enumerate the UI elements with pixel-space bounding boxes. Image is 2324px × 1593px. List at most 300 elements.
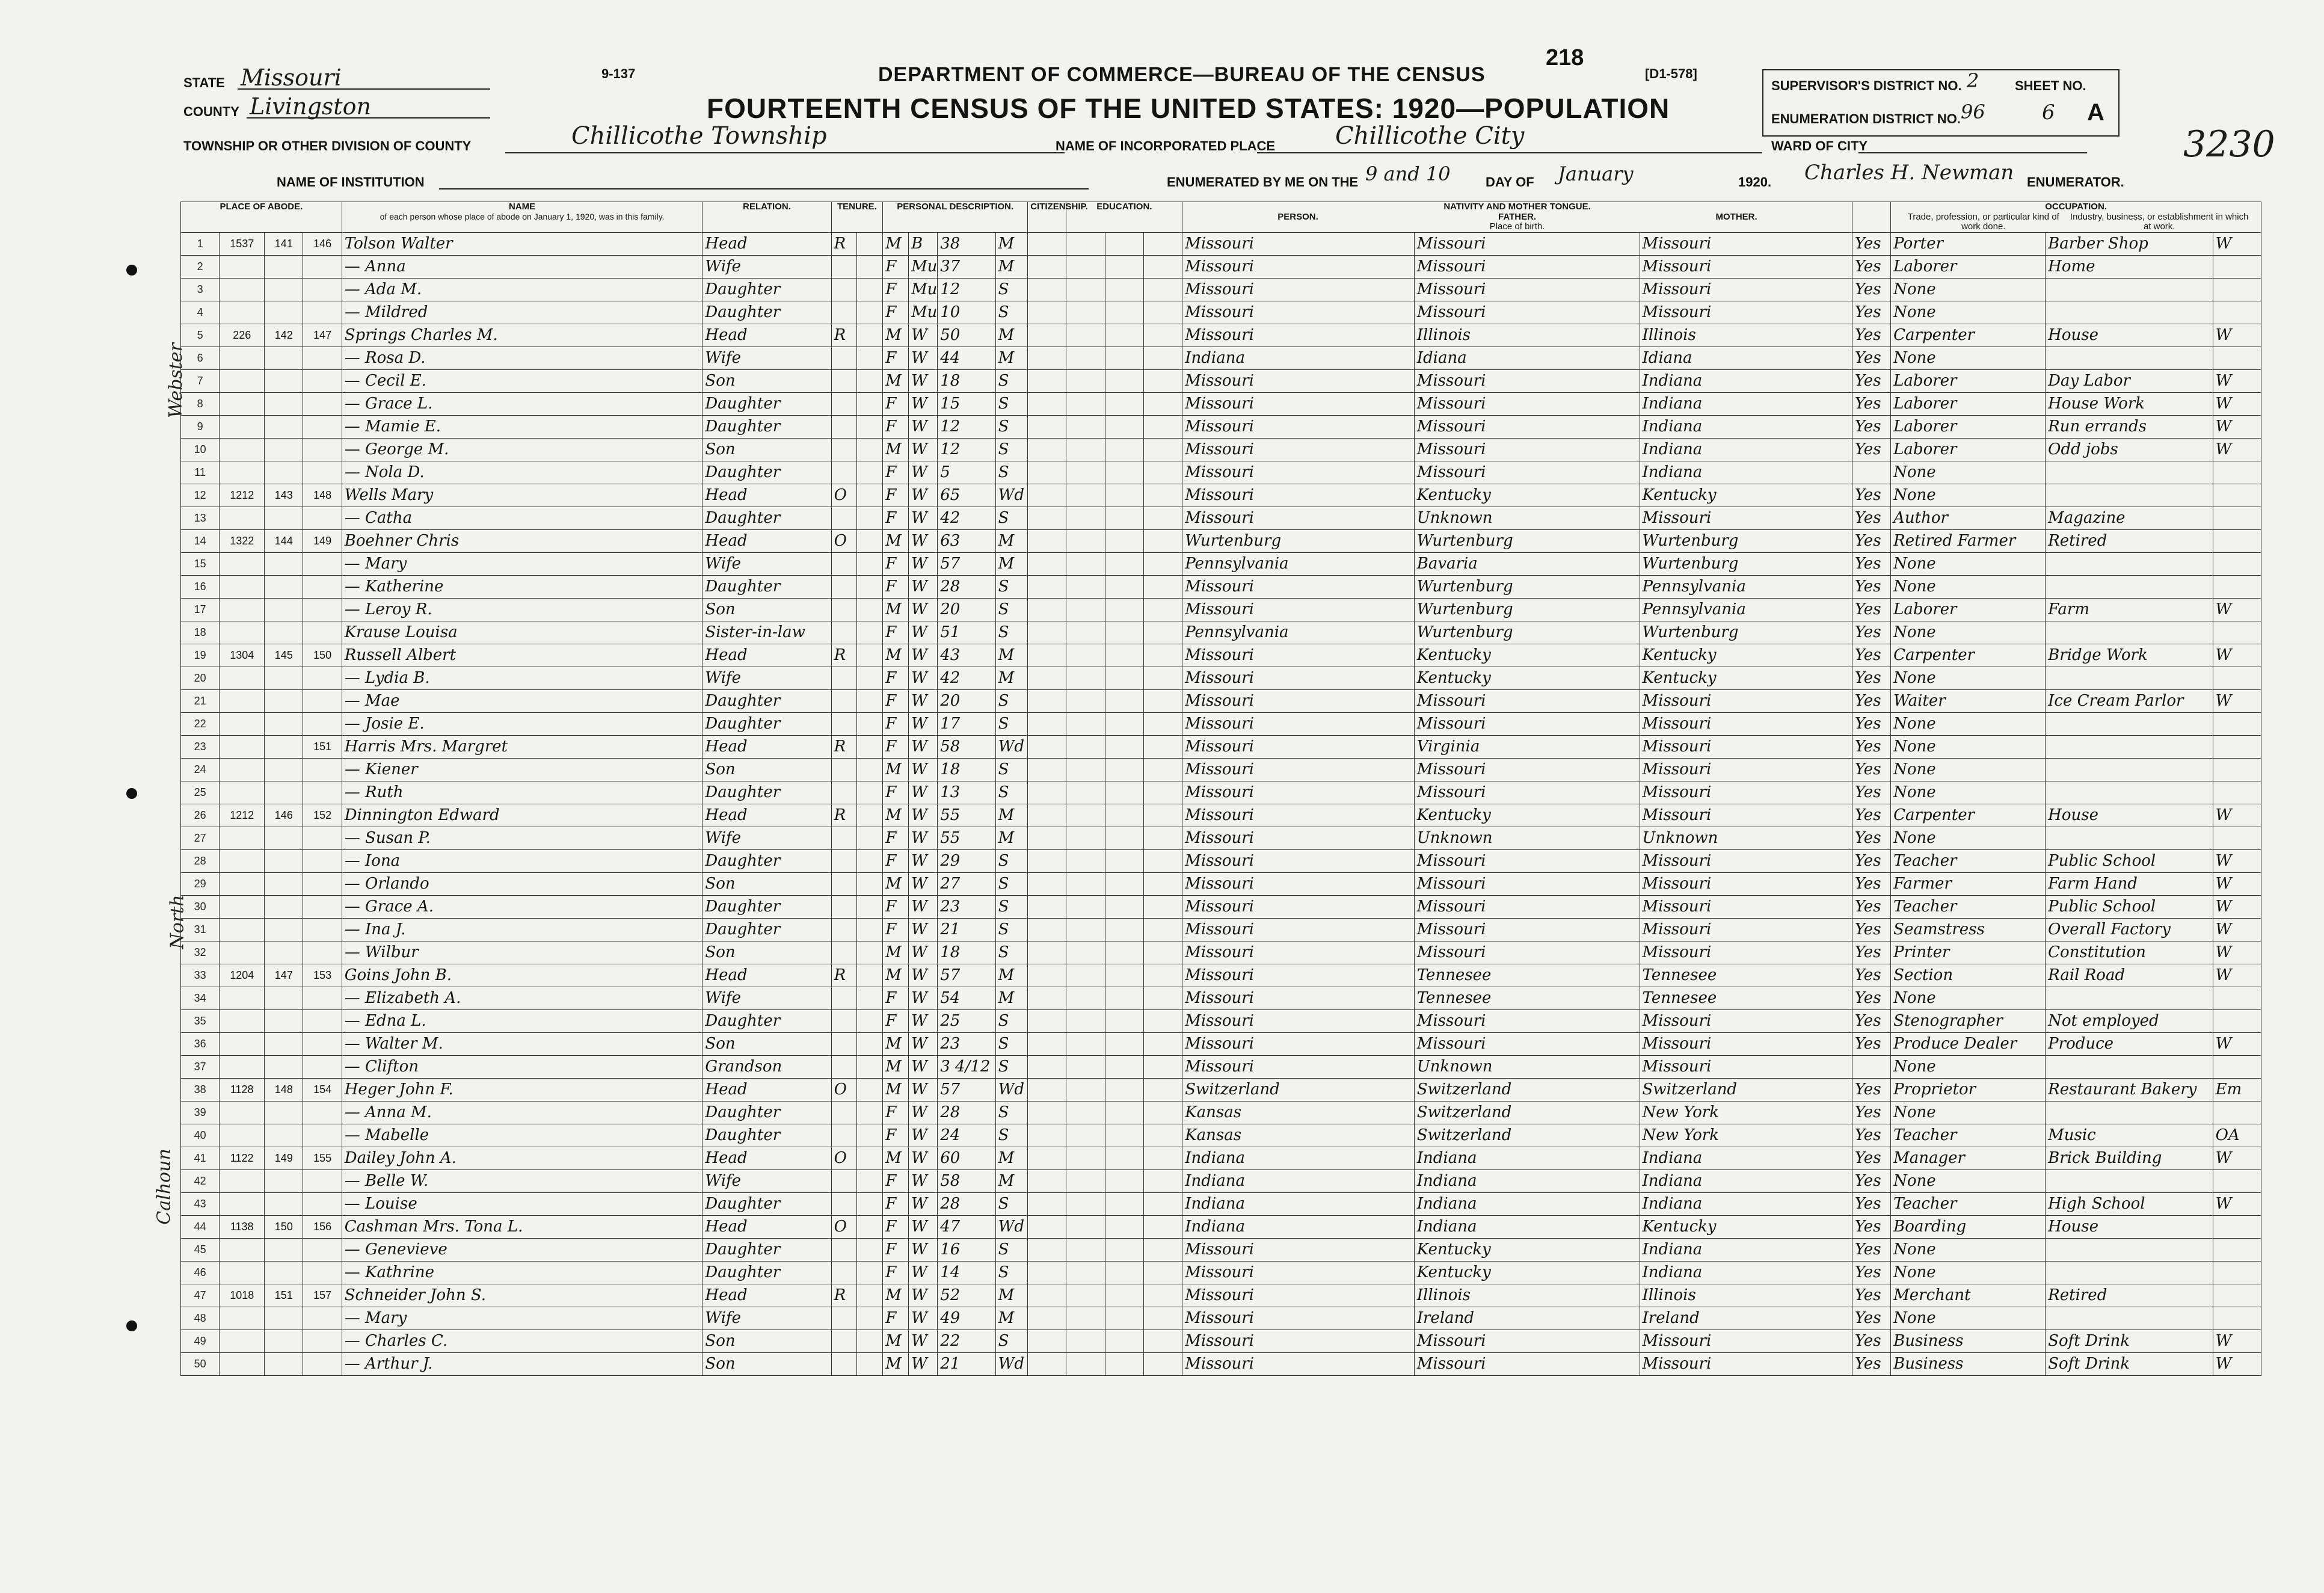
- cell-sex: F: [883, 849, 909, 872]
- cell-ind: House: [2046, 324, 2213, 347]
- cell-mbp: Kentucky: [1640, 667, 1852, 689]
- cell-bp: Switzerland: [1182, 1078, 1415, 1101]
- cell-blank: [1028, 758, 1066, 781]
- cell-fam: [303, 1238, 342, 1261]
- cell-rel: Daughter: [702, 781, 831, 804]
- cell-blank: [1105, 1009, 1143, 1032]
- group-occupation: [1891, 202, 2261, 233]
- cell-blank: [857, 667, 883, 689]
- cell-rel: Wife: [702, 987, 831, 1009]
- group-occupation-label: OCCUPATION.: [2045, 202, 2107, 212]
- cell-fam: 155: [303, 1147, 342, 1169]
- cell-n: 41: [181, 1147, 220, 1169]
- father-label: FATHER.: [1498, 211, 1537, 222]
- cell-age: 38: [938, 232, 995, 255]
- cell-dw: [265, 507, 303, 529]
- cell-cls: [2213, 1261, 2261, 1284]
- cell-dw: [265, 1101, 303, 1124]
- cell-trade: None: [1891, 301, 2046, 324]
- cell-bp: Missouri: [1182, 1352, 1415, 1375]
- cell-sex: M: [883, 324, 909, 347]
- cell-trade: None: [1891, 1101, 2046, 1124]
- cell-house: 1204: [220, 964, 265, 987]
- cell-blank: [1028, 781, 1066, 804]
- cell-blank: [1066, 1009, 1105, 1032]
- cell-blank: [857, 324, 883, 347]
- cell-name: — Anna M.: [342, 1101, 702, 1124]
- cell-mbp: Missouri: [1640, 278, 1852, 301]
- cell-blank: [1066, 1192, 1105, 1215]
- cell-blank: [1143, 1124, 1182, 1147]
- cell-race: W: [909, 1215, 938, 1238]
- cell-rel: Head: [702, 484, 831, 507]
- cell-mbp: Missouri: [1640, 1055, 1852, 1078]
- cell-fbp: Missouri: [1414, 1352, 1640, 1375]
- cell-name: — Iona: [342, 849, 702, 872]
- cell-house: 1212: [220, 484, 265, 507]
- cell-blank: [1066, 1032, 1105, 1055]
- cell-n: 28: [181, 849, 220, 872]
- group-citizenship: CITIZENSHIP.: [1028, 202, 1066, 233]
- cell-rel: Head: [702, 1147, 831, 1169]
- cell-blank: [1143, 369, 1182, 392]
- cell-fbp: Missouri: [1414, 758, 1640, 781]
- cell-rel: Daughter: [702, 689, 831, 712]
- cell-n: 30: [181, 895, 220, 918]
- cell-bp: Missouri: [1182, 758, 1415, 781]
- cell-mbp: New York: [1640, 1101, 1852, 1124]
- cell-blank: [1066, 1169, 1105, 1192]
- cell-trade: None: [1891, 667, 2046, 689]
- cell-ten: [831, 347, 857, 369]
- cell-sex: M: [883, 438, 909, 461]
- cell-fbp: Wurtenburg: [1414, 529, 1640, 552]
- cell-name: Cashman Mrs. Tona L.: [342, 1215, 702, 1238]
- cell-blank: [1066, 278, 1105, 301]
- cell-dw: [265, 987, 303, 1009]
- cell-fbp: Missouri: [1414, 712, 1640, 735]
- table-row: [181, 1055, 2261, 1078]
- cell-cls: [2213, 735, 2261, 758]
- cell-blank: [1143, 918, 1182, 941]
- cell-fam: 149: [303, 529, 342, 552]
- cell-blank: [1143, 689, 1182, 712]
- cell-blank: [1143, 804, 1182, 827]
- cell-blank: [857, 392, 883, 415]
- cell-blank: [1028, 1307, 1066, 1330]
- cell-ind: Retired: [2046, 1284, 2213, 1307]
- cell-trade: Carpenter: [1891, 324, 2046, 347]
- binder-hole: [126, 788, 137, 799]
- cell-n: 7: [181, 369, 220, 392]
- cell-rel: Wife: [702, 255, 831, 278]
- cell-ten: O: [831, 484, 857, 507]
- cell-fbp: Kentucky: [1414, 804, 1640, 827]
- cell-ms: M: [995, 232, 1028, 255]
- table-row: [181, 1192, 2261, 1215]
- cell-ms: M: [995, 1284, 1028, 1307]
- cell-race: W: [909, 872, 938, 895]
- cell-blank: [1143, 895, 1182, 918]
- cell-sex: M: [883, 598, 909, 621]
- cell-ind: [2046, 667, 2213, 689]
- incorporated-value: Chillicothe City: [1335, 122, 1525, 150]
- cell-blank: [857, 301, 883, 324]
- cell-ten: [831, 689, 857, 712]
- cell-eng: Yes: [1852, 667, 1890, 689]
- cell-blank: [1143, 507, 1182, 529]
- cell-trade: None: [1891, 1169, 2046, 1192]
- cell-age: 21: [938, 1352, 995, 1375]
- cell-eng: Yes: [1852, 1078, 1890, 1101]
- cell-ten: [831, 278, 857, 301]
- cell-ms: S: [995, 781, 1028, 804]
- cell-n: 45: [181, 1238, 220, 1261]
- table-row: [181, 301, 2261, 324]
- table-row: [181, 552, 2261, 575]
- cell-eng: Yes: [1852, 941, 1890, 964]
- margin-note-calhoun: Calhoun: [153, 1148, 175, 1225]
- cell-trade: Porter: [1891, 232, 2046, 255]
- cell-ten: O: [831, 1147, 857, 1169]
- cell-ind: Soft Drink: [2046, 1330, 2213, 1352]
- cell-ms: S: [995, 507, 1028, 529]
- cell-blank: [1143, 827, 1182, 849]
- cell-blank: [857, 1147, 883, 1169]
- enumeration-value: 96: [1961, 100, 1985, 123]
- cell-fbp: Indiana: [1414, 1169, 1640, 1192]
- table-row: [181, 1009, 2261, 1032]
- cell-cls: [2213, 1307, 2261, 1330]
- cell-cls: W: [2213, 941, 2261, 964]
- cell-fbp: Unknown: [1414, 507, 1640, 529]
- cell-sex: F: [883, 1192, 909, 1215]
- cell-n: 2: [181, 255, 220, 278]
- cell-race: W: [909, 324, 938, 347]
- cell-ten: [831, 1055, 857, 1078]
- cell-name: — Edna L.: [342, 1009, 702, 1032]
- cell-house: [220, 712, 265, 735]
- cell-blank: [1105, 918, 1143, 941]
- cell-blank: [857, 529, 883, 552]
- cell-ms: S: [995, 941, 1028, 964]
- cell-ind: [2046, 1055, 2213, 1078]
- cell-blank: [1143, 1261, 1182, 1284]
- cell-rel: Sister-in-law: [702, 621, 831, 644]
- cell-eng: Yes: [1852, 1215, 1890, 1238]
- cell-cls: W: [2213, 369, 2261, 392]
- cell-ten: [831, 575, 857, 598]
- cell-mbp: Indiana: [1640, 1169, 1852, 1192]
- cell-ms: S: [995, 461, 1028, 484]
- cell-fam: 153: [303, 964, 342, 987]
- cell-blank: [1028, 987, 1066, 1009]
- cell-bp: Missouri: [1182, 507, 1415, 529]
- cell-rel: Head: [702, 1284, 831, 1307]
- cell-trade: Laborer: [1891, 415, 2046, 438]
- cell-fam: [303, 712, 342, 735]
- cell-name: — Josie E.: [342, 712, 702, 735]
- cell-cls: W: [2213, 392, 2261, 415]
- cell-fbp: Missouri: [1414, 255, 1640, 278]
- cell-ind: Overall Factory: [2046, 918, 2213, 941]
- cell-blank: [1028, 849, 1066, 872]
- cell-dw: 145: [265, 644, 303, 667]
- cell-name: — Mae: [342, 689, 702, 712]
- cell-ind: [2046, 1238, 2213, 1261]
- cell-mbp: Ireland: [1640, 1307, 1852, 1330]
- cell-fam: [303, 255, 342, 278]
- cell-blank: [857, 987, 883, 1009]
- enumerator-label: ENUMERATOR.: [2027, 174, 2124, 189]
- cell-ms: S: [995, 1192, 1028, 1215]
- cell-dw: [265, 827, 303, 849]
- cell-fam: [303, 1307, 342, 1330]
- cell-rel: Wife: [702, 552, 831, 575]
- cell-fbp: Wurtenburg: [1414, 621, 1640, 644]
- cell-fbp: Missouri: [1414, 849, 1640, 872]
- cell-blank: [1143, 1352, 1182, 1375]
- cell-ten: R: [831, 324, 857, 347]
- cell-dw: [265, 1124, 303, 1147]
- cell-mbp: Missouri: [1640, 232, 1852, 255]
- cell-fbp: Missouri: [1414, 415, 1640, 438]
- cell-ind: House: [2046, 1215, 2213, 1238]
- table-row: [181, 987, 2261, 1009]
- cell-rel: Daughter: [702, 1009, 831, 1032]
- table-row: [181, 872, 2261, 895]
- cell-blank: [1028, 712, 1066, 735]
- cell-ind: [2046, 735, 2213, 758]
- cell-blank: [1066, 1215, 1105, 1238]
- cell-sex: M: [883, 1078, 909, 1101]
- cell-name: — Grace A.: [342, 895, 702, 918]
- cell-blank: [1028, 918, 1066, 941]
- cell-age: 12: [938, 438, 995, 461]
- cell-blank: [857, 849, 883, 872]
- cell-race: W: [909, 1330, 938, 1352]
- cell-fbp: Missouri: [1414, 438, 1640, 461]
- cell-sex: F: [883, 278, 909, 301]
- cell-house: [220, 987, 265, 1009]
- cell-ten: R: [831, 1284, 857, 1307]
- cell-sex: F: [883, 735, 909, 758]
- cell-rel: Son: [702, 758, 831, 781]
- cell-eng: Yes: [1852, 438, 1890, 461]
- county-underline: [247, 117, 490, 119]
- cell-race: W: [909, 1101, 938, 1124]
- cell-ind: Retired: [2046, 529, 2213, 552]
- cell-fbp: Switzerland: [1414, 1078, 1640, 1101]
- table-row: [181, 964, 2261, 987]
- cell-dw: [265, 941, 303, 964]
- cell-sex: F: [883, 347, 909, 369]
- cell-age: 18: [938, 369, 995, 392]
- table-row: [181, 232, 2261, 255]
- cell-bp: Missouri: [1182, 1330, 1415, 1352]
- cell-name: Tolson Walter: [342, 232, 702, 255]
- cell-mbp: Kentucky: [1640, 644, 1852, 667]
- cell-ind: [2046, 712, 2213, 735]
- census-table: [180, 202, 2261, 1376]
- cell-race: W: [909, 781, 938, 804]
- cell-race: W: [909, 735, 938, 758]
- cell-mbp: Missouri: [1640, 918, 1852, 941]
- table-row: [181, 529, 2261, 552]
- cell-bp: Missouri: [1182, 1032, 1415, 1055]
- cell-name: Harris Mrs. Margret: [342, 735, 702, 758]
- cell-sex: F: [883, 507, 909, 529]
- cell-eng: Yes: [1852, 804, 1890, 827]
- cell-fam: [303, 667, 342, 689]
- cell-blank: [1028, 392, 1066, 415]
- cell-fam: 147: [303, 324, 342, 347]
- cell-rel: Wife: [702, 667, 831, 689]
- cell-race: W: [909, 849, 938, 872]
- cell-age: 52: [938, 1284, 995, 1307]
- cell-ten: [831, 598, 857, 621]
- table-row: [181, 849, 2261, 872]
- cell-race: W: [909, 689, 938, 712]
- cell-eng: Yes: [1852, 1169, 1890, 1192]
- cell-fam: [303, 392, 342, 415]
- cell-fam: 152: [303, 804, 342, 827]
- cell-sex: F: [883, 827, 909, 849]
- cell-fam: 157: [303, 1284, 342, 1307]
- incorporated-underline: [1257, 152, 1762, 153]
- cell-name: — Mary: [342, 552, 702, 575]
- cell-name: — Leroy R.: [342, 598, 702, 621]
- cell-blank: [1105, 1284, 1143, 1307]
- cell-blank: [1143, 1009, 1182, 1032]
- cell-age: 44: [938, 347, 995, 369]
- month-value: January: [1558, 162, 1634, 185]
- table-row: [181, 712, 2261, 735]
- cell-bp: Pennsylvania: [1182, 621, 1415, 644]
- cell-ten: R: [831, 735, 857, 758]
- cell-fam: [303, 507, 342, 529]
- cell-bp: Missouri: [1182, 575, 1415, 598]
- cell-ms: S: [995, 712, 1028, 735]
- cell-bp: Missouri: [1182, 941, 1415, 964]
- cell-eng: Yes: [1852, 1330, 1890, 1352]
- cell-blank: [1105, 575, 1143, 598]
- cell-fam: [303, 575, 342, 598]
- cell-ind: Not employed: [2046, 1009, 2213, 1032]
- cell-dw: [265, 895, 303, 918]
- cell-house: [220, 1101, 265, 1124]
- cell-fbp: Missouri: [1414, 1330, 1640, 1352]
- cell-blank: [1028, 232, 1066, 255]
- cell-mbp: Indiana: [1640, 1147, 1852, 1169]
- cell-dw: [265, 369, 303, 392]
- cell-mbp: Missouri: [1640, 781, 1852, 804]
- cell-bp: Missouri: [1182, 987, 1415, 1009]
- cell-cls: [2213, 1101, 2261, 1124]
- cell-trade: Teacher: [1891, 1192, 2046, 1215]
- cell-cls: Em: [2213, 1078, 2261, 1101]
- cell-fam: [303, 1169, 342, 1192]
- cell-cls: [2213, 575, 2261, 598]
- cell-blank: [1066, 369, 1105, 392]
- cell-fam: [303, 849, 342, 872]
- cell-n: 36: [181, 1032, 220, 1055]
- cell-ind: Public School: [2046, 895, 2213, 918]
- cell-fam: [303, 1055, 342, 1078]
- cell-blank: [1028, 324, 1066, 347]
- cell-age: 12: [938, 278, 995, 301]
- cell-n: 6: [181, 347, 220, 369]
- cell-bp: Indiana: [1182, 1147, 1415, 1169]
- cell-ind: Rail Road: [2046, 964, 2213, 987]
- cell-blank: [857, 1352, 883, 1375]
- state-value: Missouri: [241, 64, 342, 91]
- table-row: [181, 575, 2261, 598]
- cell-name: — Cecil E.: [342, 369, 702, 392]
- cell-race: W: [909, 598, 938, 621]
- table-row: [181, 735, 2261, 758]
- table-row: [181, 1101, 2261, 1124]
- cell-n: 21: [181, 689, 220, 712]
- cell-blank: [1066, 347, 1105, 369]
- cell-blank: [1143, 1055, 1182, 1078]
- cell-house: [220, 347, 265, 369]
- cell-eng: Yes: [1852, 964, 1890, 987]
- table-row: [181, 1147, 2261, 1169]
- cell-rel: Head: [702, 232, 831, 255]
- cell-blank: [1143, 598, 1182, 621]
- cell-ten: [831, 1261, 857, 1284]
- cell-eng: Yes: [1852, 278, 1890, 301]
- cell-cls: [2213, 621, 2261, 644]
- cell-n: 3: [181, 278, 220, 301]
- cell-blank: [1028, 1101, 1066, 1124]
- binder-hole: [126, 1320, 137, 1331]
- cell-blank: [857, 712, 883, 735]
- cell-fam: [303, 1330, 342, 1352]
- cell-trade: Proprietor: [1891, 1078, 2046, 1101]
- cell-race: W: [909, 438, 938, 461]
- person-label: PERSON.: [1277, 211, 1318, 222]
- cell-blank: [1105, 369, 1143, 392]
- cell-ind: Farm: [2046, 598, 2213, 621]
- cell-eng: Yes: [1852, 529, 1890, 552]
- cell-ind: Restaurant Bakery: [2046, 1078, 2213, 1101]
- cell-sex: F: [883, 918, 909, 941]
- cell-ten: [831, 918, 857, 941]
- cell-cls: W: [2213, 1330, 2261, 1352]
- cell-bp: Missouri: [1182, 712, 1415, 735]
- table-row: [181, 1238, 2261, 1261]
- cell-name: Schneider John S.: [342, 1284, 702, 1307]
- cell-dw: [265, 781, 303, 804]
- cell-rel: Wife: [702, 347, 831, 369]
- cell-mbp: Wurtenburg: [1640, 552, 1852, 575]
- cell-fam: [303, 758, 342, 781]
- cell-ind: Soft Drink: [2046, 1352, 2213, 1375]
- cell-blank: [1143, 1192, 1182, 1215]
- sheet-letter: A: [2087, 99, 2104, 126]
- cell-mbp: Missouri: [1640, 507, 1852, 529]
- cell-ind: [2046, 461, 2213, 484]
- cell-blank: [1066, 1078, 1105, 1101]
- cell-cls: W: [2213, 438, 2261, 461]
- cell-n: 40: [181, 1124, 220, 1147]
- cell-trade: Laborer: [1891, 392, 2046, 415]
- cell-age: 58: [938, 1169, 995, 1192]
- cell-blank: [1143, 484, 1182, 507]
- cell-n: 5: [181, 324, 220, 347]
